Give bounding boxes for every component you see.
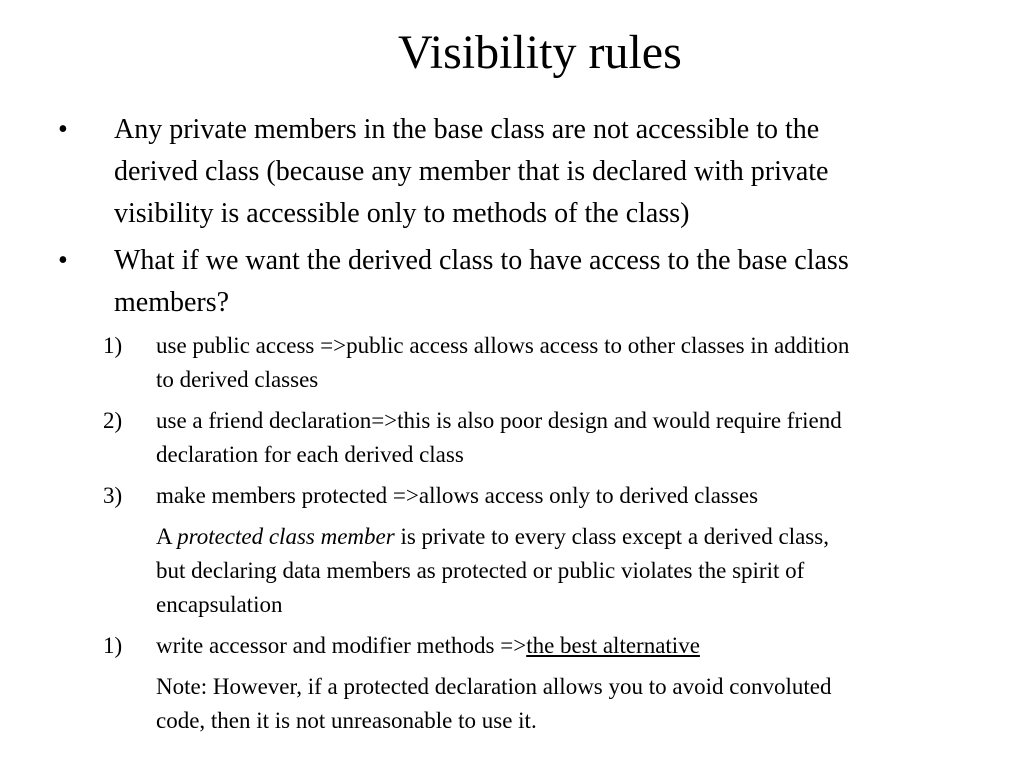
final-note xyxy=(0,670,1024,738)
protected-class-member-term: protected class member xyxy=(177,524,395,549)
list-item-2-line-2: declaration for each derived class xyxy=(156,442,464,467)
bullet-2-text xyxy=(114,240,1014,324)
list-item-3-line-1: make members protected =>allows access only to derived classes xyxy=(156,483,759,508)
list-item-2-text xyxy=(156,404,1018,472)
list-item-2-line-1: use a friend declaration=>this is also poor design and would require friend xyxy=(156,408,842,433)
final-note-line-1: Note: However, if a protected declaration allows you to avoid convoluted xyxy=(156,674,832,699)
list-item-1 xyxy=(0,329,1024,397)
bullet-1-text xyxy=(114,109,1014,235)
bullet-1-line-2: derived class (because any member that is declared with private xyxy=(114,156,829,187)
list-item-1-line-2: to derived classes xyxy=(156,367,319,392)
protected-note-rest: is private to every class except a derived class, xyxy=(394,524,829,549)
protected-note-prefix: A xyxy=(156,524,178,549)
best-alternative-text: the best alternative xyxy=(526,633,700,658)
list-item-1-text xyxy=(156,329,1018,397)
list-item-number: 1) xyxy=(103,333,123,358)
protected-note xyxy=(0,520,1024,622)
final-note-line-2: code, then it is not unreasonable to use it. xyxy=(156,708,537,733)
protected-note-text xyxy=(156,520,1018,622)
protected-note-line-1 xyxy=(156,520,1018,554)
bullet-2 xyxy=(0,240,1024,324)
bullet-1-line-3: visibility is accessible only to methods of the class) xyxy=(114,198,690,229)
bullet-1 xyxy=(0,109,1024,235)
list-item-number: 3) xyxy=(103,483,123,508)
bullet-marker: • xyxy=(58,245,68,276)
list-item-3-text xyxy=(156,479,1018,513)
bullet-marker: • xyxy=(58,114,68,145)
list-item-number: 2) xyxy=(103,408,123,433)
bullet-2-line-2: members? xyxy=(114,287,230,318)
protected-note-line-3: encapsulation xyxy=(156,592,283,617)
slide-title: Visibility rules xyxy=(398,26,682,79)
bullet-2-line-1: What if we want the derived class to have access to the base class xyxy=(114,245,849,276)
list-item-4-prefix: write accessor and modifier methods => xyxy=(156,633,527,658)
bullet-1-line-1: Any private members in the base class are not accessible to the xyxy=(114,114,820,145)
list-item-3 xyxy=(0,479,1024,513)
list-item-number: 1) xyxy=(103,633,123,658)
list-item-1-line-1: use public access =>public access allows access to other classes in addition xyxy=(156,333,850,358)
final-note-text xyxy=(156,670,1018,738)
list-item-4-text xyxy=(156,629,1018,663)
list-item-4 xyxy=(0,629,1024,663)
protected-note-line-2: but declaring data members as protected or public violates the spirit of xyxy=(156,558,805,583)
list-item-2 xyxy=(0,404,1024,472)
list-item-4-line-1 xyxy=(156,629,1018,663)
